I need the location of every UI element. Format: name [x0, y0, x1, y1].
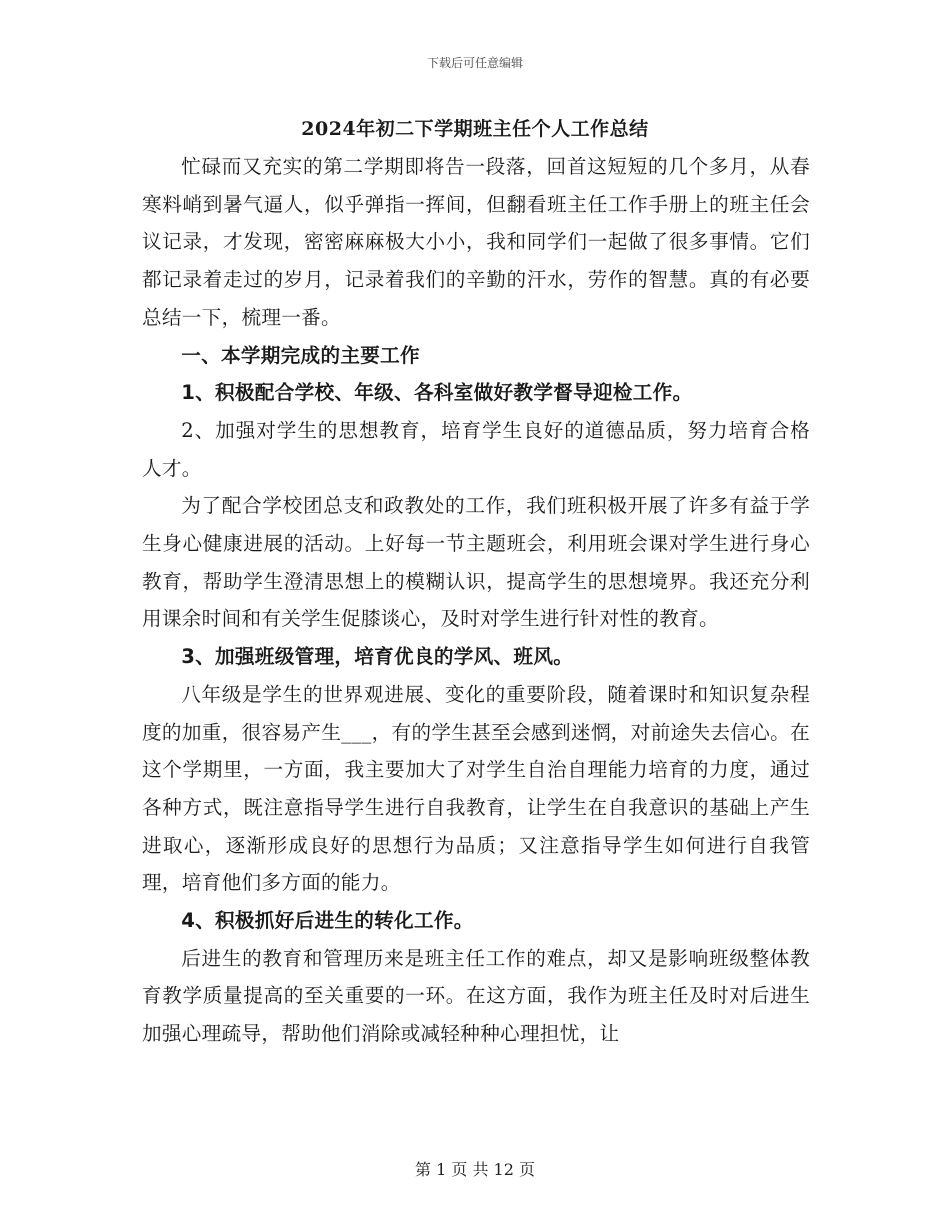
- paragraph-underachievers: 后进生的教育和管理历来是班主任工作的难点，却又是影响班级整体教育教学质量提高的至关重要的一环。在这方面，我作为班主任及时对后进生加强心理疏导，帮助他们消除或减轻种种心理担忧，让: [142, 946, 810, 1046]
- header-note: 下载后可任意编辑: [426, 56, 523, 70]
- section-heading-main-work: 一、本学期完成的主要工作: [181, 343, 420, 367]
- page-number: 第 1 页 共 12 页: [415, 1160, 535, 1179]
- paragraph-ideological-education: 为了配合学校团总支和政教处的工作，我们班积极开展了许多有益于学生身心健康进展的活动。上好每一节主题班会，利用班会课对学生进行身心教育，帮助学生澄清思想上的模糊认识，提高学生的思想境界。我还充分利用课余时间和有关学生促膝谈心，及时对学生进行针对性的教育。: [142, 494, 810, 631]
- paragraph-intro: 忙碌而又充实的第二学期即将告一段落，回首这短短的几个多月，从春寒料峭到暑气逼人，似乎弹指一挥间，但翻看班主任工作手册上的班主任会议记录，才发现，密密麻麻极大小小，我和同学们一起做了很多事情。它们都记录着走过的岁月，记录着我们的辛勤的汗水，劳作的智慧。真的有必要总结一下，梳理一番。: [142, 155, 810, 329]
- document-body: [142, 148, 810, 1053]
- document-title: 2024年初二下学期班主任个人工作总结: [301, 118, 649, 140]
- item-heading-2: 2、加强对学生的思想教育，培育学生良好的道德品质，努力培育合格人才。: [142, 418, 810, 480]
- item-heading-1: 1、积极配合学校、年级、各科室做好教学督导迎检工作。: [181, 381, 693, 405]
- item-heading-4: 4、积极抓好后进生的转化工作。: [181, 909, 474, 933]
- paragraph-class-management: 八年级是学生的世界观进展、变化的重要阶段，随着课时和知识复杂程度的加重，很容易产生___，有的学生甚至会感到迷惘，对前途失去信心。在这个学期里，一方面，我主要加大了对学生自治自理能力培育的力度，通过各种方式，既注意指导学生进行自我教育，让学生在自我意识的基础上产生进取心，逐渐形成良好的思想行为品质；又注意指导学生如何进行自我管理，培育他们多方面的能力。: [142, 682, 810, 895]
- item-heading-3: 3、加强班级管理，培育优良的学风、班风。: [181, 645, 574, 669]
